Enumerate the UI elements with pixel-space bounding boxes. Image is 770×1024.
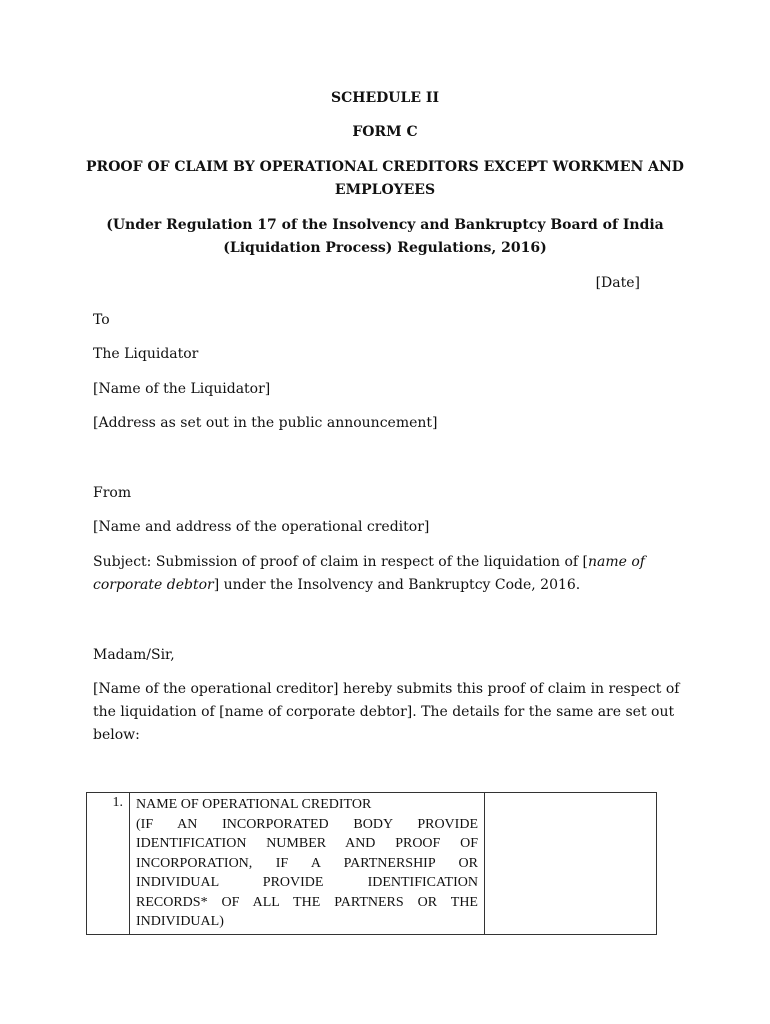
row-label-line: IDENTIFICATION NUMBER AND PROOF OF bbox=[136, 836, 478, 851]
title-line-2: EMPLOYEES bbox=[334, 182, 436, 198]
row-label bbox=[130, 793, 485, 935]
body-line-3: below: bbox=[93, 727, 140, 743]
liquidator-address: [Address as set out in the public announcement] bbox=[93, 415, 438, 431]
row-value[interactable] bbox=[485, 793, 657, 935]
subject-italic-1: name of bbox=[587, 554, 645, 570]
from-label: From bbox=[93, 485, 132, 501]
schedule-heading: SCHEDULE II bbox=[331, 90, 439, 106]
form-heading: FORM C bbox=[352, 124, 418, 140]
row-label-line: NAME OF OPERATIONAL CREDITOR bbox=[136, 797, 372, 812]
row-label-line: INDIVIDUAL PROVIDE IDENTIFICATION bbox=[136, 875, 478, 890]
body-line-1: [Name of the operational creditor] hereby submits this proof of claim in respect of bbox=[93, 681, 680, 697]
subject-suffix: ] under the Insolvency and Bankruptcy Code, 2016. bbox=[213, 577, 581, 593]
body-paragraph bbox=[93, 678, 693, 747]
salutation: Madam/Sir, bbox=[93, 647, 175, 663]
row-number: 1. bbox=[87, 793, 130, 935]
recipient: The Liquidator bbox=[93, 346, 199, 362]
subject-line bbox=[93, 551, 673, 597]
row-label-line: (IF AN INCORPORATED BODY PROVIDE bbox=[136, 816, 478, 832]
claim-details-table bbox=[86, 792, 657, 935]
liquidator-name: [Name of the Liquidator] bbox=[93, 381, 271, 397]
date-placeholder: [Date] bbox=[595, 275, 640, 291]
row-label-line: INDIVIDUAL) bbox=[136, 914, 224, 929]
row-label-line: INCORPORATION, IF A PARTNERSHIP OR bbox=[136, 855, 478, 871]
creditor-name-address: [Name and address of the operational creditor] bbox=[93, 519, 430, 535]
body-line-2: the liquidation of [name of corporate debtor]. The details for the same are set out bbox=[93, 704, 675, 720]
to-label: To bbox=[93, 312, 110, 328]
subject-italic-2: corporate debtor bbox=[93, 577, 214, 593]
title-line-1: PROOF OF CLAIM BY OPERATIONAL CREDITORS EXCEPT WORKMEN AND bbox=[86, 159, 684, 175]
subtitle-line-1: (Under Regulation 17 of the Insolvency and Bankruptcy Board of India bbox=[106, 217, 664, 233]
subtitle-line-2: (Liquidation Process) Regulations, 2016) bbox=[223, 240, 547, 256]
table-row bbox=[87, 793, 657, 935]
row-label-line: RECORDS* OF ALL THE PARTNERS OR THE bbox=[136, 894, 478, 910]
subject-prefix: Subject: Submission of proof of claim in respect of the liquidation of [ bbox=[93, 554, 588, 570]
